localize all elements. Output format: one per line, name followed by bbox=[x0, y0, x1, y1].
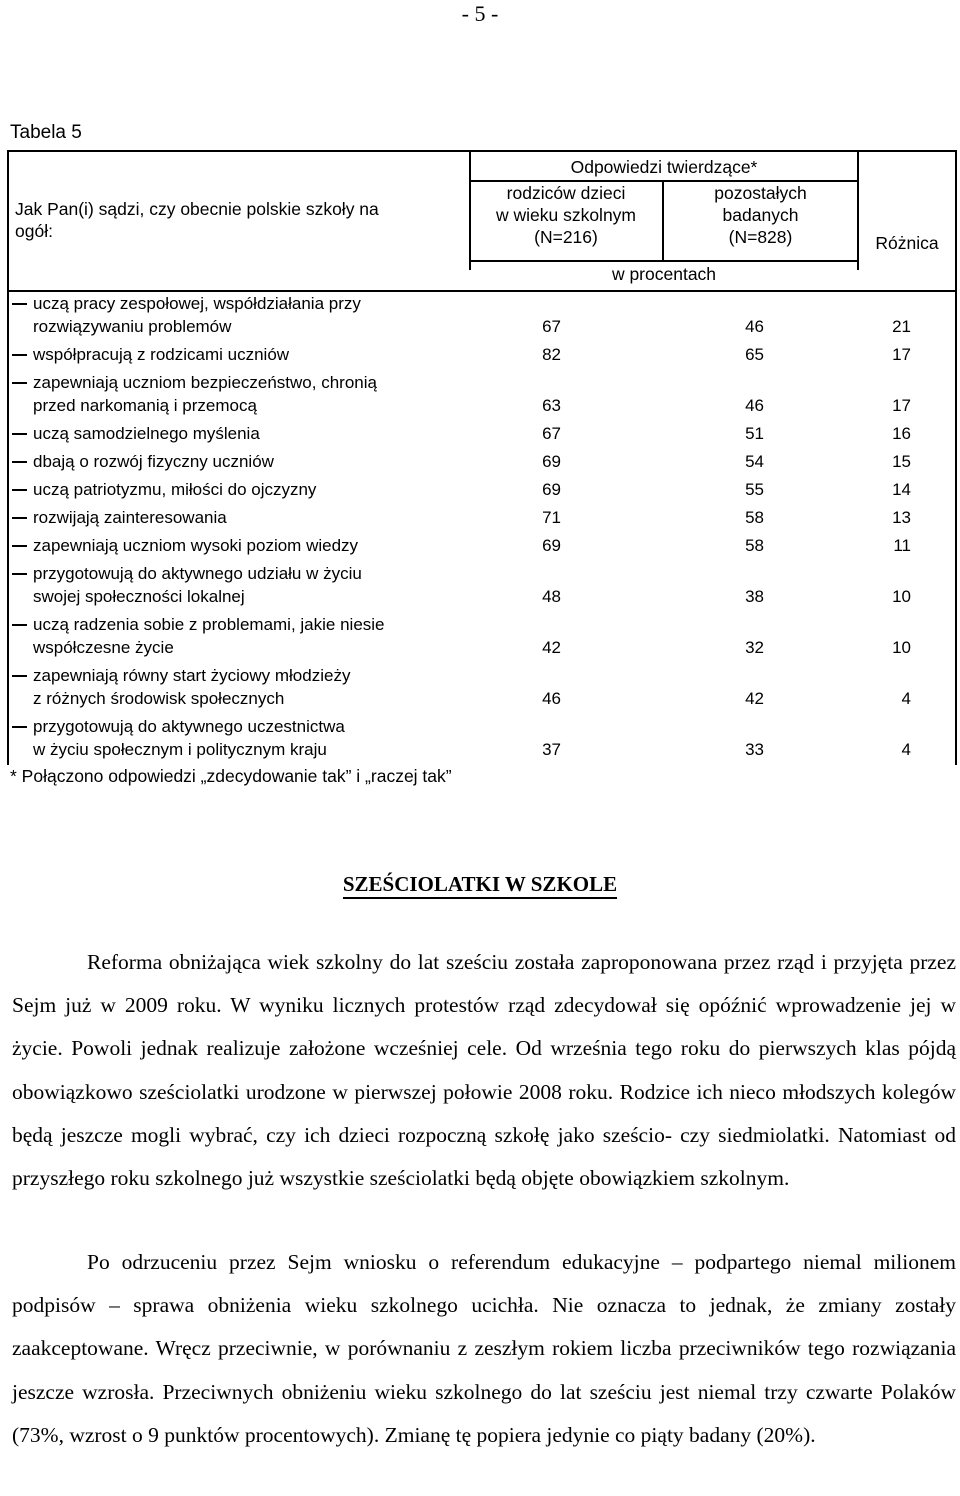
header-col-parents bbox=[471, 182, 661, 248]
header-unit: w procentach bbox=[611, 264, 717, 284]
section-title-text: SZEŚCIOLATKI W SZKOLE bbox=[343, 872, 617, 899]
header-group-label: Odpowiedzi twierdzące* bbox=[570, 157, 758, 177]
header-col-parents-line1: rodziców dzieci bbox=[506, 183, 626, 203]
cell-parents: 67 bbox=[542, 317, 561, 336]
paragraph-1 bbox=[12, 941, 956, 1200]
paragraph-2-text: Po odrzuceniu przez Sejm wniosku o referendum edukacyjne – podpartego niemal milionem podpisów – sprawa obniżenia wieku szkolnego ucichła. Nie oznacza to jednak, że zmiany zostały zaakceptowane. Wręcz przeciwnie, w porównaniu z zeszłym rokiem liczba przeciwników tego rozwiązania jeszcze wzrosła. Przeciwnych obniżeniu wieku szkolnego do lat sześciu jest niemal trzy czwarte Polaków (73%, wzrost o 9 punktów procentowych). Zmianę tę popiera jedynie co piąty badany (20%). bbox=[12, 1250, 956, 1447]
row-label: uczą radzenia sobie z problemami, jakie niesie bbox=[9, 613, 479, 636]
cell-others: 42 bbox=[745, 689, 764, 708]
cell-parents: 69 bbox=[542, 480, 561, 499]
cell-others: 58 bbox=[745, 536, 764, 555]
row-label-cont: w życiu społecznym i politycznym kraju bbox=[33, 740, 327, 759]
table-row bbox=[9, 715, 955, 761]
survey-table bbox=[7, 150, 957, 765]
table-row bbox=[9, 343, 955, 366]
header-col-difference: Różnica bbox=[875, 233, 939, 253]
page-number: - 5 - bbox=[461, 1, 499, 26]
cell-difference: 13 bbox=[892, 508, 911, 527]
cell-parents: 67 bbox=[542, 424, 561, 443]
cell-parents: 37 bbox=[542, 740, 561, 759]
cell-parents: 82 bbox=[542, 345, 561, 364]
cell-difference: 15 bbox=[892, 452, 911, 471]
header-col-others bbox=[664, 182, 857, 248]
cell-difference: 4 bbox=[901, 689, 911, 708]
row-label-cont: swojej społeczności lokalnej bbox=[33, 587, 245, 606]
cell-others: 33 bbox=[745, 740, 764, 759]
row-label: przygotowują do aktywnego udziału w życiu bbox=[9, 562, 479, 585]
cell-others: 55 bbox=[745, 480, 764, 499]
cell-others: 58 bbox=[745, 508, 764, 527]
row-label-cont: przed narkomanią i przemocą bbox=[33, 396, 257, 415]
row-label-cont: współczesne życie bbox=[33, 638, 174, 657]
cell-difference: 14 bbox=[892, 480, 911, 499]
cell-parents: 42 bbox=[542, 638, 561, 657]
row-label: dbają o rozwój fizyczny uczniów bbox=[9, 450, 479, 473]
cell-difference: 17 bbox=[892, 345, 911, 364]
cell-others: 32 bbox=[745, 638, 764, 657]
cell-others: 54 bbox=[745, 452, 764, 471]
cell-difference: 21 bbox=[892, 317, 911, 336]
header-col-parents-line2: w wieku szkolnym bbox=[495, 205, 637, 225]
row-label: zapewniają równy start życiowy młodzieży bbox=[9, 664, 479, 687]
table-row bbox=[9, 562, 955, 608]
table-row bbox=[9, 664, 955, 710]
table-row bbox=[9, 478, 955, 501]
cell-difference: 10 bbox=[892, 638, 911, 657]
row-label: uczą samodzielnego myślenia bbox=[9, 422, 479, 445]
cell-difference: 4 bbox=[901, 740, 911, 759]
cell-parents: 63 bbox=[542, 396, 561, 415]
cell-difference: 17 bbox=[892, 396, 911, 415]
header-col-parents-line3: (N=216) bbox=[534, 227, 598, 247]
row-label: uczą patriotyzmu, miłości do ojczyzny bbox=[9, 478, 479, 501]
table-question: Jak Pan(i) sądzi, czy obecnie polskie szkoły na ogół: bbox=[15, 199, 379, 241]
paragraph-2 bbox=[12, 1241, 956, 1457]
table-row bbox=[9, 422, 955, 445]
header-col-others-line3: (N=828) bbox=[728, 227, 793, 247]
row-label: współpracują z rodzicami uczniów bbox=[9, 343, 479, 366]
cell-others: 46 bbox=[745, 317, 764, 336]
cell-parents: 48 bbox=[542, 587, 561, 606]
table-row bbox=[9, 292, 955, 338]
row-label: zapewniają uczniom bezpieczeństwo, chronią bbox=[9, 371, 479, 394]
header-col-others-line2: badanych bbox=[722, 205, 799, 225]
cell-others: 65 bbox=[745, 345, 764, 364]
row-label: zapewniają uczniom wysoki poziom wiedzy bbox=[9, 534, 479, 557]
cell-parents: 71 bbox=[542, 508, 561, 527]
cell-parents: 46 bbox=[542, 689, 561, 708]
cell-others: 38 bbox=[745, 587, 764, 606]
table-caption: Tabela 5 bbox=[10, 122, 82, 143]
table-row bbox=[9, 371, 955, 417]
table-row bbox=[9, 613, 955, 659]
cell-difference: 16 bbox=[892, 424, 911, 443]
table-row bbox=[9, 450, 955, 473]
row-label: rozwijają zainteresowania bbox=[9, 506, 479, 529]
header-rule-subcols bbox=[469, 260, 857, 262]
cell-parents: 69 bbox=[542, 452, 561, 471]
cell-difference: 10 bbox=[892, 587, 911, 606]
cell-parents: 69 bbox=[542, 536, 561, 555]
section-title bbox=[0, 872, 960, 897]
table-row bbox=[9, 534, 955, 557]
row-label: przygotowują do aktywnego uczestnictwa bbox=[9, 715, 479, 738]
row-label-cont: z różnych środowisk społecznych bbox=[33, 689, 285, 708]
cell-others: 51 bbox=[745, 424, 764, 443]
cell-difference: 11 bbox=[893, 536, 911, 555]
paragraph-1-text: Reforma obniżająca wiek szkolny do lat sześciu została zaproponowana przez rząd i przyjęta przez Sejm już w 2009 roku. W wyniku licznych protestów rząd zdecydował się opóźnić wprowadzenie jej w życie. Powoli jednak realizuje założone wcześniej cele. Od września tego roku do pierwszych klas pójdą obowiązkowo sześciolatki urodzone w pierwszej połowie 2008 roku. Rodzice ich nieco młodszych kolegów będą jeszcze mogli wybrać, czy ich dzieci rozpoczną szkołę jako sześcio- czy siedmiolatki. Natomiast od przyszłego roku szkolnego już wszystkie sześciolatki będą objęte obowiązkiem szkolnym. bbox=[12, 950, 956, 1191]
header-col-others-line1: pozostałych bbox=[714, 183, 807, 203]
row-label: uczą pracy zespołowej, współdziałania przy bbox=[9, 292, 479, 315]
table-footnote: * Połączono odpowiedzi „zdecydowanie tak” i „raczej tak” bbox=[10, 766, 452, 786]
cell-others: 46 bbox=[745, 396, 764, 415]
table-row bbox=[9, 506, 955, 529]
row-label-cont: rozwiązywaniu problemów bbox=[33, 317, 232, 336]
